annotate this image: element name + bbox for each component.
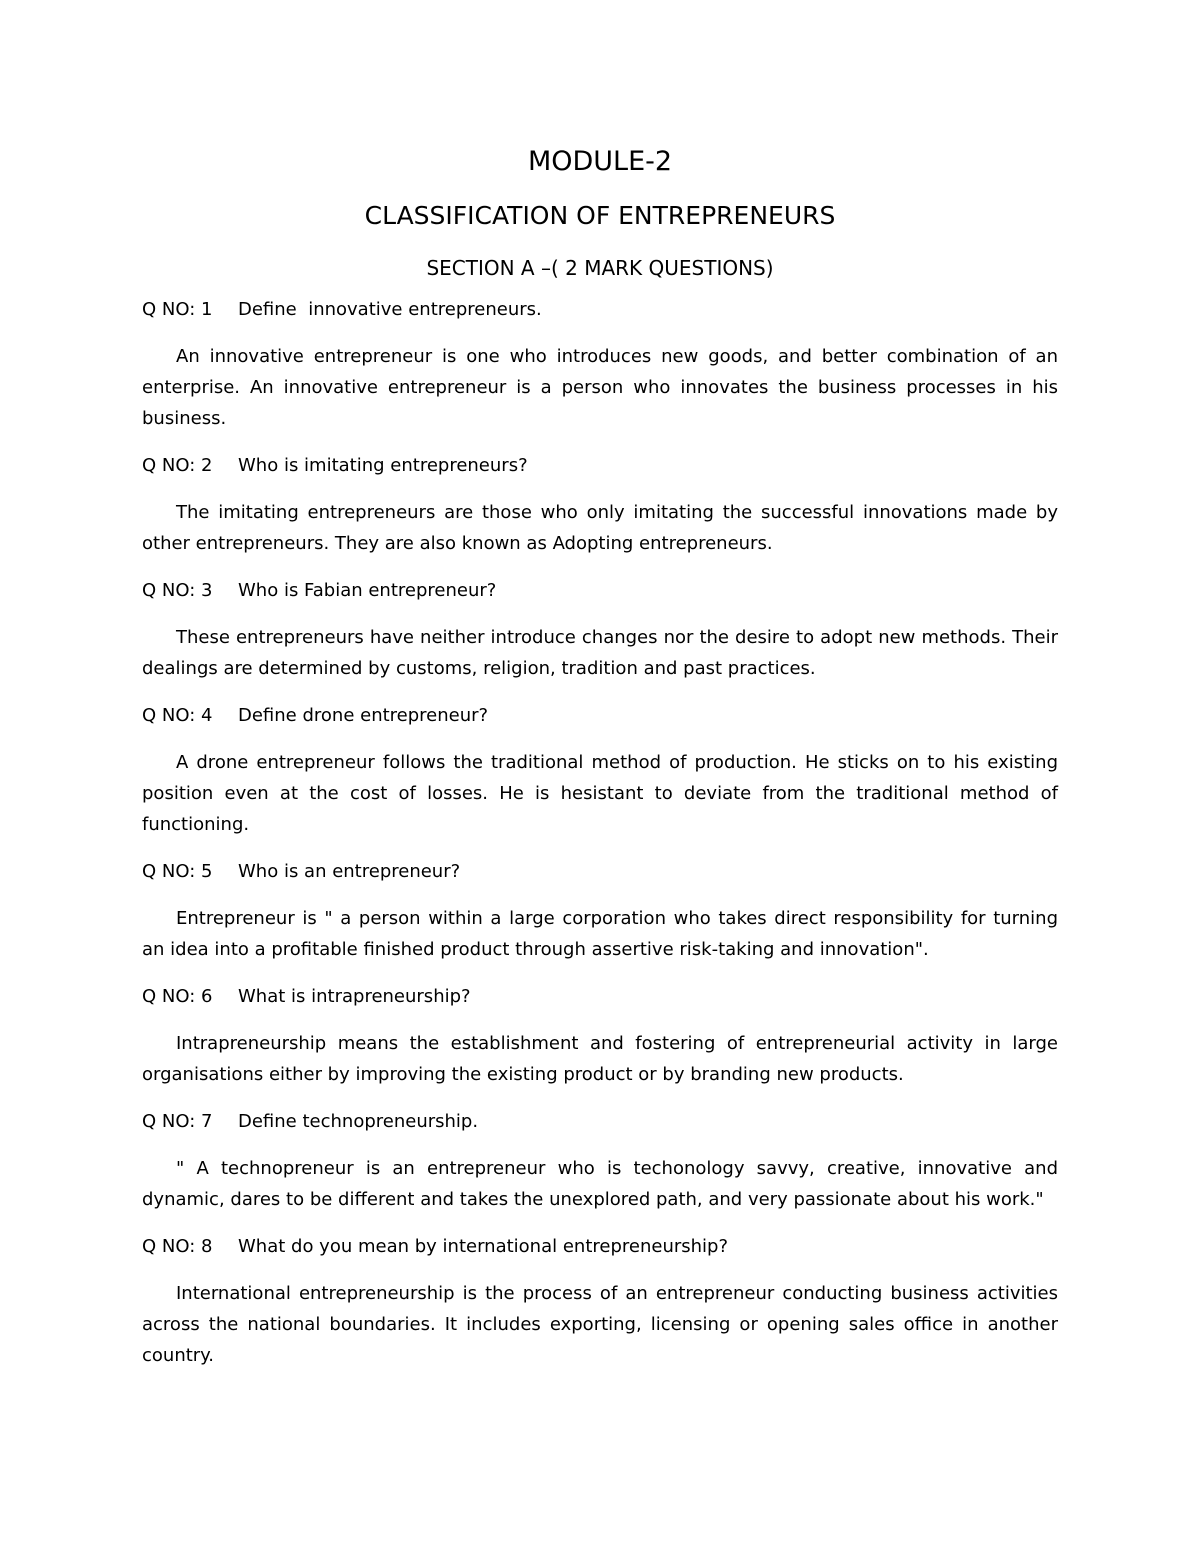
answer-text: International entrepreneurship is the process of an entrepreneur conducting business activities across the national boundaries. It includes exporting, licensing or opening sales office in another country. bbox=[142, 1283, 1058, 1366]
question-number: Q NO: 1 bbox=[142, 299, 213, 320]
question-line bbox=[142, 700, 1058, 731]
question-number: Q NO: 8 bbox=[142, 1236, 213, 1257]
question-line bbox=[142, 1106, 1058, 1137]
question-text: What is intrapreneurship? bbox=[238, 986, 471, 1007]
qa-item-3 bbox=[142, 575, 1058, 684]
answer-text: The imitating entrepreneurs are those who only imitating the successful innovations made by other entrepreneurs. They are also known as Adopting entrepreneurs. bbox=[142, 502, 1058, 554]
question-line bbox=[142, 1231, 1058, 1262]
question-number: Q NO: 4 bbox=[142, 705, 213, 726]
document-page bbox=[142, 140, 1058, 1387]
question-line bbox=[142, 450, 1058, 481]
qa-item-5 bbox=[142, 856, 1058, 965]
question-text: Define drone entrepreneur? bbox=[238, 705, 489, 726]
section-heading: SECTION A –( 2 MARK QUESTIONS) bbox=[426, 256, 774, 280]
question-number: Q NO: 3 bbox=[142, 580, 213, 601]
question-number: Q NO: 7 bbox=[142, 1111, 213, 1132]
document-title: CLASSIFICATION OF ENTREPRENEURS bbox=[364, 201, 836, 230]
module-heading: MODULE-2 bbox=[527, 146, 673, 177]
question-text: Define technopreneurship. bbox=[238, 1111, 479, 1132]
qa-item-4 bbox=[142, 700, 1058, 840]
question-text: Define innovative entrepreneurs. bbox=[238, 299, 542, 320]
question-line bbox=[142, 294, 1058, 325]
answer-text: Intrapreneurship means the establishment and fostering of entrepreneurial activity in large organisations either by improving the existing product or by branding new products. bbox=[142, 1033, 1058, 1085]
question-text: Who is an entrepreneur? bbox=[238, 861, 461, 882]
answer-text: " A technopreneur is an entrepreneur who is techonology savvy, creative, innovative and dynamic, dares to be different and takes the unexplored path, and very passionate about his work." bbox=[142, 1158, 1058, 1210]
qa-item-7 bbox=[142, 1106, 1058, 1215]
question-line bbox=[142, 856, 1058, 887]
answer-text: Entrepreneur is " a person within a large corporation who takes direct responsibility for turning an idea into a profitable finished product through assertive risk-taking and innovation". bbox=[142, 908, 1058, 960]
qa-item-6 bbox=[142, 981, 1058, 1090]
qa-item-1 bbox=[142, 294, 1058, 434]
question-line bbox=[142, 575, 1058, 606]
qa-item-8 bbox=[142, 1231, 1058, 1371]
question-number: Q NO: 6 bbox=[142, 986, 213, 1007]
answer-text: An innovative entrepreneur is one who introduces new goods, and better combination of an enterprise. An innovative entrepreneur is a person who innovates the business processes in his business. bbox=[142, 346, 1058, 429]
question-number: Q NO: 5 bbox=[142, 861, 213, 882]
question-text: What do you mean by international entrepreneurship? bbox=[238, 1236, 729, 1257]
question-line bbox=[142, 981, 1058, 1012]
question-text: Who is imitating entrepreneurs? bbox=[238, 455, 528, 476]
answer-text: A drone entrepreneur follows the traditional method of production. He sticks on to his existing position even at the cost of losses. He is hesistant to deviate from the traditional method of functioning. bbox=[142, 752, 1058, 835]
answer-text: These entrepreneurs have neither introduce changes nor the desire to adopt new methods. Their dealings are determined by customs, religion, tradition and past practices. bbox=[142, 627, 1058, 679]
question-number: Q NO: 2 bbox=[142, 455, 213, 476]
question-text: Who is Fabian entrepreneur? bbox=[238, 580, 497, 601]
qa-item-2 bbox=[142, 450, 1058, 559]
